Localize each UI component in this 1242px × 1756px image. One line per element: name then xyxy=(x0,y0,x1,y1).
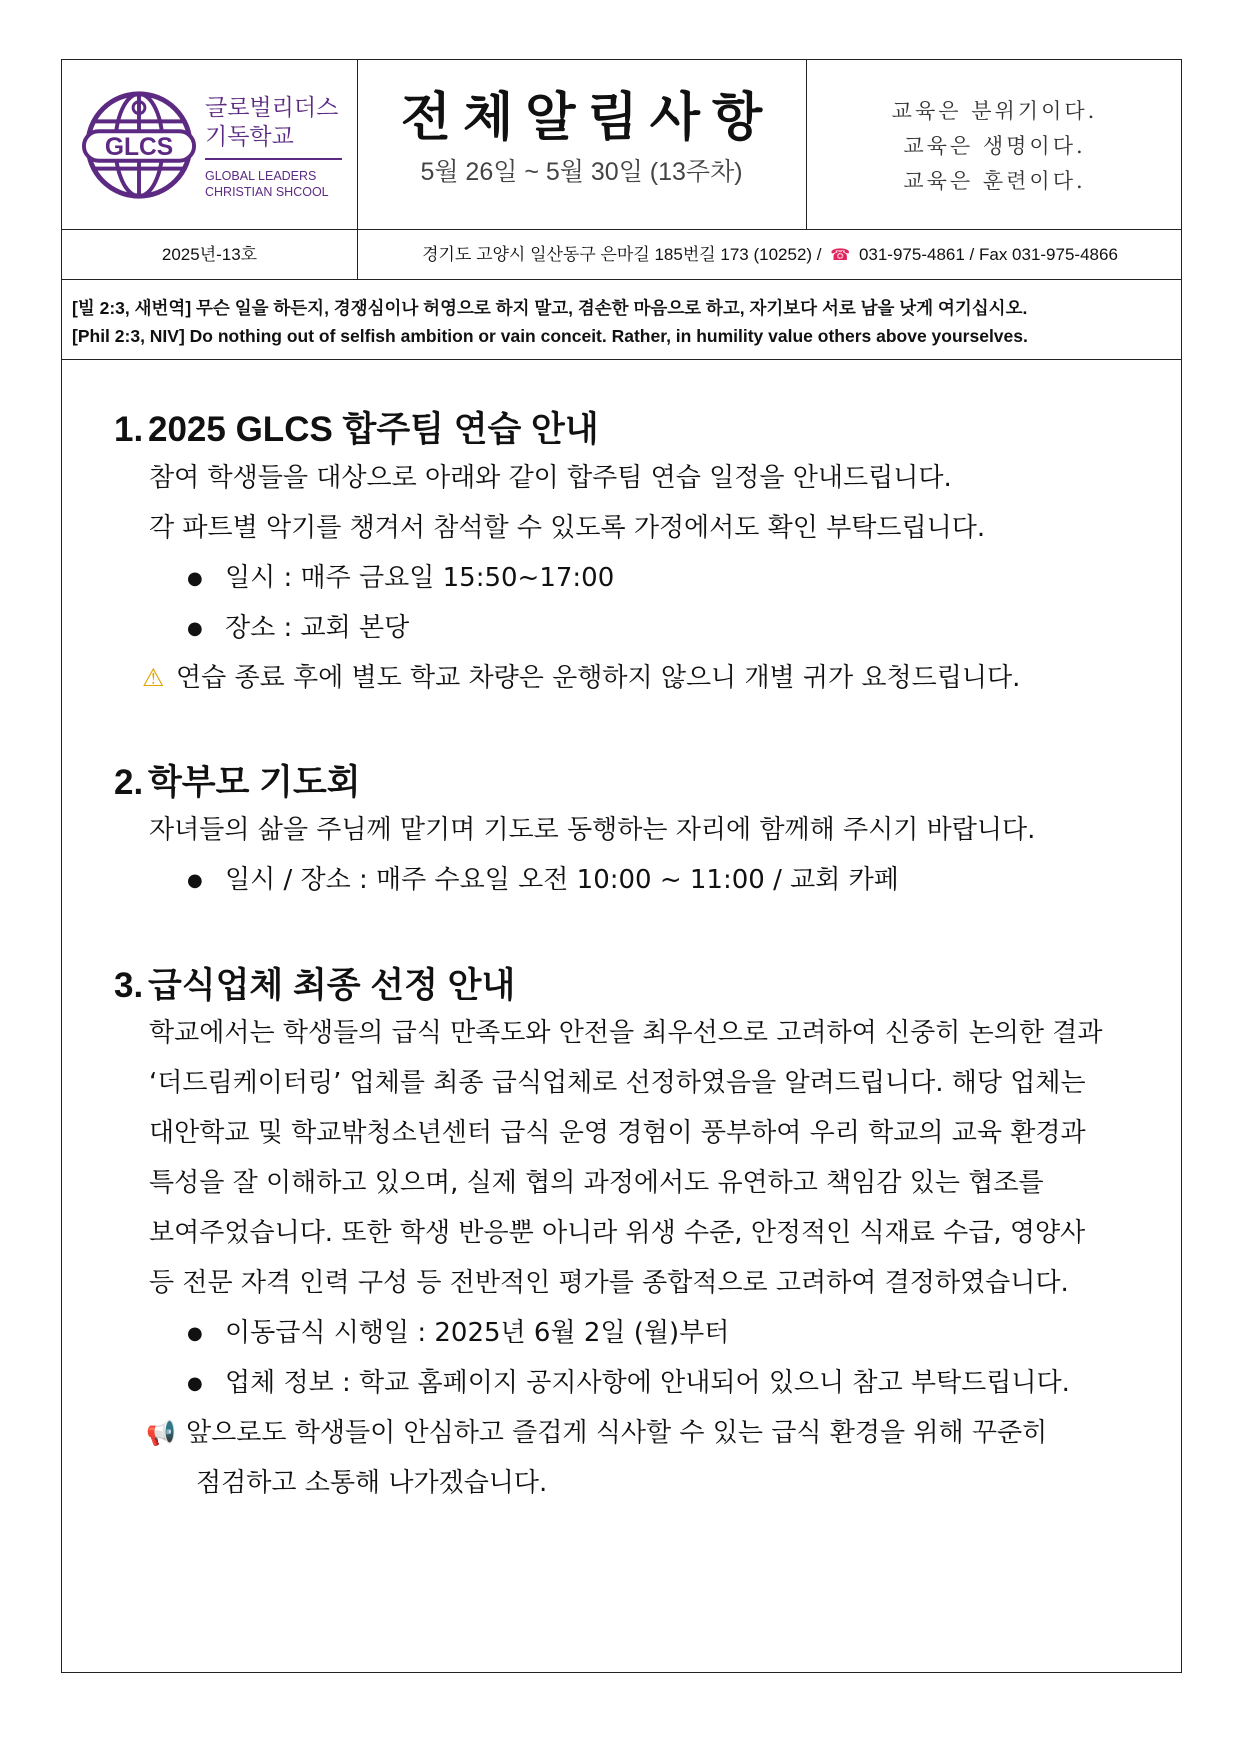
page-title: 전체알림사항 xyxy=(400,88,775,148)
verse-korean: [빌 2:3, 새번역] 무슨 일을 하든지, 경쟁심이나 허영으로 하지 말고, 겸손한 마음으로 하고, 자기보다 서로 남을 낫게 여기십시오. xyxy=(72,298,1028,318)
bible-verse xyxy=(62,280,1181,360)
section-3-line-5: 보여주었습니다. 또한 학생 반응뿐 아니라 위생 수준, 안정적인 식재료 수급, 영양사 xyxy=(149,1218,1086,1248)
school-logo xyxy=(62,60,357,229)
section-1-bullet-2: 장소 : 교회 본당 xyxy=(225,613,410,643)
issue-number: 2025년-13호 xyxy=(161,245,258,264)
section-3-line-6: 등 전문 자격 인력 구성 등 전반적인 평가를 종합적으로 고려하여 결정하였습니다. xyxy=(149,1268,1069,1298)
section-1-line-2: 각 파트별 악기를 챙겨서 참석할 수 있도록 가정에서도 확인 부탁드립니다. xyxy=(149,513,986,543)
section-2-heading: 학부모 기도회 xyxy=(148,763,361,802)
motto-line-3: 교육은 훈련이다. xyxy=(903,169,1086,193)
section-3-note-line-2: 점검하고 소통해 나가겠습니다. xyxy=(196,1468,548,1498)
section-1-number: 1. xyxy=(114,410,144,449)
motto-line-2: 교육은 생명이다. xyxy=(903,134,1086,158)
section-1-line-1: 참여 학생들을 대상으로 아래와 같이 합주팀 연습 일정을 안내드립니다. xyxy=(149,463,952,493)
logo-badge-text: GLCS xyxy=(104,133,174,161)
globe-logo-icon xyxy=(80,86,198,204)
section-3-line-1: 학교에서는 학생들의 급식 만족도와 안전을 최우선으로 고려하여 신중히 논의한 결과 xyxy=(149,1018,1103,1048)
address-text: 경기도 고양시 일산동구 은마길 185번길 173 (10252) / xyxy=(422,245,822,264)
section-2-title xyxy=(114,755,361,805)
logo-name-english xyxy=(205,168,329,200)
logo-name-en-line2: CHRISTIAN SHCOOL xyxy=(205,185,329,199)
bullet-icon: ● xyxy=(187,618,203,639)
bullet-icon: ● xyxy=(187,568,203,589)
list-item xyxy=(187,1308,729,1359)
bullet-icon: ● xyxy=(187,1373,203,1394)
header xyxy=(62,60,1181,230)
section-3-line-2: ‘더드림케이터링’ 업체를 최종 급식업체로 선정하였음을 알려드립니다. 해당 업체는 xyxy=(149,1068,1086,1098)
logo-name-korean xyxy=(205,94,338,152)
page-subtitle: 5월 26일 ~ 5월 30일 (13주차) xyxy=(420,158,743,186)
section-3-line-3: 대안학교 및 학교밖청소년센터 급식 운영 경험이 풍부하여 우리 학교의 교육 환경과 xyxy=(149,1118,1086,1148)
logo-name-en-line1: GLOBAL LEADERS xyxy=(205,169,317,183)
section-3-title xyxy=(114,958,515,1008)
bullet-icon: ● xyxy=(187,870,203,891)
section-3-bullet-2: 업체 정보 : 학교 홈페이지 공지사항에 안내되어 있으니 참고 부탁드립니다. xyxy=(225,1368,1070,1398)
section-3-line-4: 특성을 잘 이해하고 있으며, 실제 협의 과정에서도 유연하고 책임감 있는 협조를 xyxy=(149,1168,1044,1198)
section-2-number: 2. xyxy=(114,763,144,802)
section-2-line-1: 자녀들의 삶을 주님께 맡기며 기도로 동행하는 자리에 함께해 주시기 바랍니다. xyxy=(149,815,1036,845)
list-item xyxy=(187,553,614,604)
section-1-note-text: 연습 종료 후에 별도 학교 차량은 운행하지 않으니 개별 귀가 요청드립니다. xyxy=(176,663,1021,693)
megaphone-icon: 📢 xyxy=(146,1419,176,1447)
warning-icon: ⚠ xyxy=(142,663,165,692)
section-3-bullet-1: 이동급식 시행일 : 2025년 6월 2일 (월)부터 xyxy=(225,1318,730,1348)
list-item xyxy=(187,603,409,654)
logo-name-kr-line1: 글로벌리더스 xyxy=(205,95,339,121)
section-3-number: 3. xyxy=(114,966,144,1005)
list-item xyxy=(187,1358,1070,1409)
logo-name-kr-line2: 기독학교 xyxy=(205,124,294,150)
section-3-note-line-1: 앞으로도 학생들이 안심하고 즐겁게 식사할 수 있는 급식 환경을 위해 꾸준히 xyxy=(186,1418,1048,1448)
section-1-title xyxy=(114,402,599,452)
logo-divider xyxy=(205,158,342,160)
notice-frame xyxy=(61,59,1182,1673)
bullet-icon: ● xyxy=(187,1323,203,1344)
phone-icon: ☎ xyxy=(830,247,851,264)
title-block xyxy=(357,60,806,229)
info-bar xyxy=(62,230,1181,280)
contact-line xyxy=(357,230,1183,279)
motto-block xyxy=(806,60,1183,229)
section-2-bullet-1: 일시 / 장소 : 매주 수요일 오전 10:00 ~ 11:00 / 교회 카페 xyxy=(225,865,899,895)
motto-line-1: 교육은 분위기이다. xyxy=(891,99,1098,123)
phone-fax-text: 031-975-4861 / Fax 031-975-4866 xyxy=(858,245,1118,264)
section-3-note xyxy=(146,1408,1166,1458)
section-1-heading: 2025 GLCS 합주팀 연습 안내 xyxy=(148,410,599,449)
section-1-bullet-1: 일시 : 매주 금요일 15:50~17:00 xyxy=(225,563,615,593)
list-item xyxy=(187,855,899,906)
section-1-note xyxy=(142,653,1162,703)
section-3-heading: 급식업체 최종 선정 안내 xyxy=(148,966,516,1005)
verse-english: [Phil 2:3, NIV] Do nothing out of selfish ambition or vain conceit. Rather, in humility value others above yourselves. xyxy=(72,326,1028,346)
